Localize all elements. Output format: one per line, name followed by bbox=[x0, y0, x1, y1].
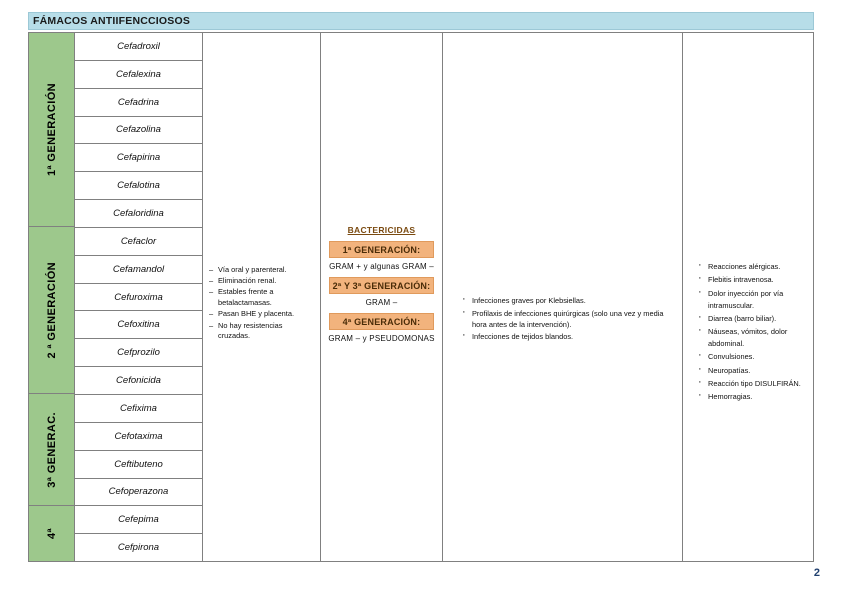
list-item: – Eliminación renal. bbox=[209, 276, 314, 287]
spectrum-header: BACTERICIDAS bbox=[347, 225, 416, 235]
drug-name-cell: Cefaclor bbox=[75, 228, 202, 256]
list-item: · Convulsiones. bbox=[697, 351, 807, 363]
generation-label-text: 3ª GENERAC. bbox=[45, 411, 58, 488]
pharmacokinetics-content bbox=[203, 33, 320, 342]
spectrum-text: GRAM + y algunas GRAM – bbox=[329, 262, 434, 271]
spectrum-band: 2ª Y 3ª GENERACIÓN: bbox=[329, 277, 434, 294]
spectrum-text: GRAM – y PSEUDOMONAS bbox=[328, 334, 435, 343]
list-item: · Diarrea (barro biliar). bbox=[697, 313, 807, 325]
generation-label-cell bbox=[29, 227, 74, 394]
drug-name-cell: Cefamandol bbox=[75, 256, 202, 284]
drug-name-cell: Cefadrina bbox=[75, 89, 202, 117]
adverse-effects-column bbox=[683, 33, 813, 561]
generation-label-cell bbox=[29, 394, 74, 506]
indications-content bbox=[443, 33, 682, 342]
list-item: · Profilaxis de infecciones quirúrgicas (solo una vez y media hora antes de la intervención). bbox=[461, 308, 672, 330]
list-item: · Reacciones alérgicas. bbox=[697, 261, 807, 273]
drug-name-cell: Cefoxitina bbox=[75, 311, 202, 339]
drug-name-cell: Cefazolina bbox=[75, 117, 202, 145]
list-item: · Reacción tipo DISULFIRÁN. bbox=[697, 378, 807, 390]
drug-name-cell: Cefonicida bbox=[75, 367, 202, 395]
list-item: · Infecciones graves por Klebsiellas. bbox=[461, 295, 672, 306]
drug-name-cell: Cefixima bbox=[75, 395, 202, 423]
list-item: · Dolor inyección por vía intramuscular. bbox=[697, 288, 807, 312]
drug-name-column bbox=[75, 33, 203, 561]
drug-name-cell: Cefoperazona bbox=[75, 479, 202, 507]
generation-label-cell bbox=[29, 33, 74, 227]
spectrum-band: 1ª GENERACIÓN: bbox=[329, 241, 434, 258]
spectrum-header-wrap bbox=[321, 225, 442, 241]
list-item: – Pasan BHE y placenta. bbox=[209, 309, 314, 320]
list-item: · Flebitis intravenosa. bbox=[697, 274, 807, 286]
page-number: 2 bbox=[813, 567, 820, 579]
page-title: FÁMACOS ANTIIFENCCIOSOS bbox=[33, 15, 191, 27]
spectrum-text: GRAM – bbox=[365, 298, 398, 307]
spectrum-band: 4ª GENERACIÓN: bbox=[329, 313, 434, 330]
drug-name-cell: Cefuroxima bbox=[75, 284, 202, 312]
drug-name-cell: Ceftibuteno bbox=[75, 451, 202, 479]
cephalosporins-table bbox=[28, 32, 814, 562]
drug-name-cell: Cefprozilo bbox=[75, 339, 202, 367]
document-title-bar bbox=[28, 12, 814, 30]
pharmacokinetics-list bbox=[209, 265, 314, 342]
drug-name-cell: Cefadroxil bbox=[75, 33, 202, 61]
list-item: – Vía oral y parenteral. bbox=[209, 265, 314, 276]
drug-name-cell: Cefotaxima bbox=[75, 423, 202, 451]
generation-label-text: 1ª GENERACIÓN bbox=[45, 83, 58, 177]
drug-name-cell: Cefalotina bbox=[75, 172, 202, 200]
spectrum-column bbox=[321, 33, 443, 561]
generation-label-text: 2 ª GENERACIÓN bbox=[45, 262, 58, 359]
list-item: – No hay resistencias cruzadas. bbox=[209, 321, 314, 342]
spectrum-content bbox=[321, 33, 442, 343]
generation-label-text: 4ª bbox=[45, 527, 58, 539]
adverse-effects-list bbox=[697, 261, 807, 403]
drug-name-cell: Cefapirina bbox=[75, 144, 202, 172]
list-item: · Náuseas, vómitos, dolor abdominal. bbox=[697, 326, 807, 350]
list-item: – Estables frente a betalactamasas. bbox=[209, 287, 314, 308]
list-item: · Hemorragias. bbox=[697, 391, 807, 403]
drug-name-cell: Cefaloridina bbox=[75, 200, 202, 228]
indications-list bbox=[461, 295, 672, 342]
generation-label-cell bbox=[29, 506, 74, 561]
drug-name-cell: Cefpirona bbox=[117, 542, 160, 554]
indications-column bbox=[443, 33, 683, 561]
list-item: · Infecciones de tejidos blandos. bbox=[461, 331, 672, 342]
list-item: · Neuropatías. bbox=[697, 365, 807, 377]
drug-name-cell: Cefalexina bbox=[75, 61, 202, 89]
generation-label-column bbox=[29, 33, 75, 561]
pharmacokinetics-column bbox=[203, 33, 321, 561]
drug-name-cell: Cefepima bbox=[75, 506, 202, 534]
adverse-effects-content bbox=[683, 33, 813, 403]
